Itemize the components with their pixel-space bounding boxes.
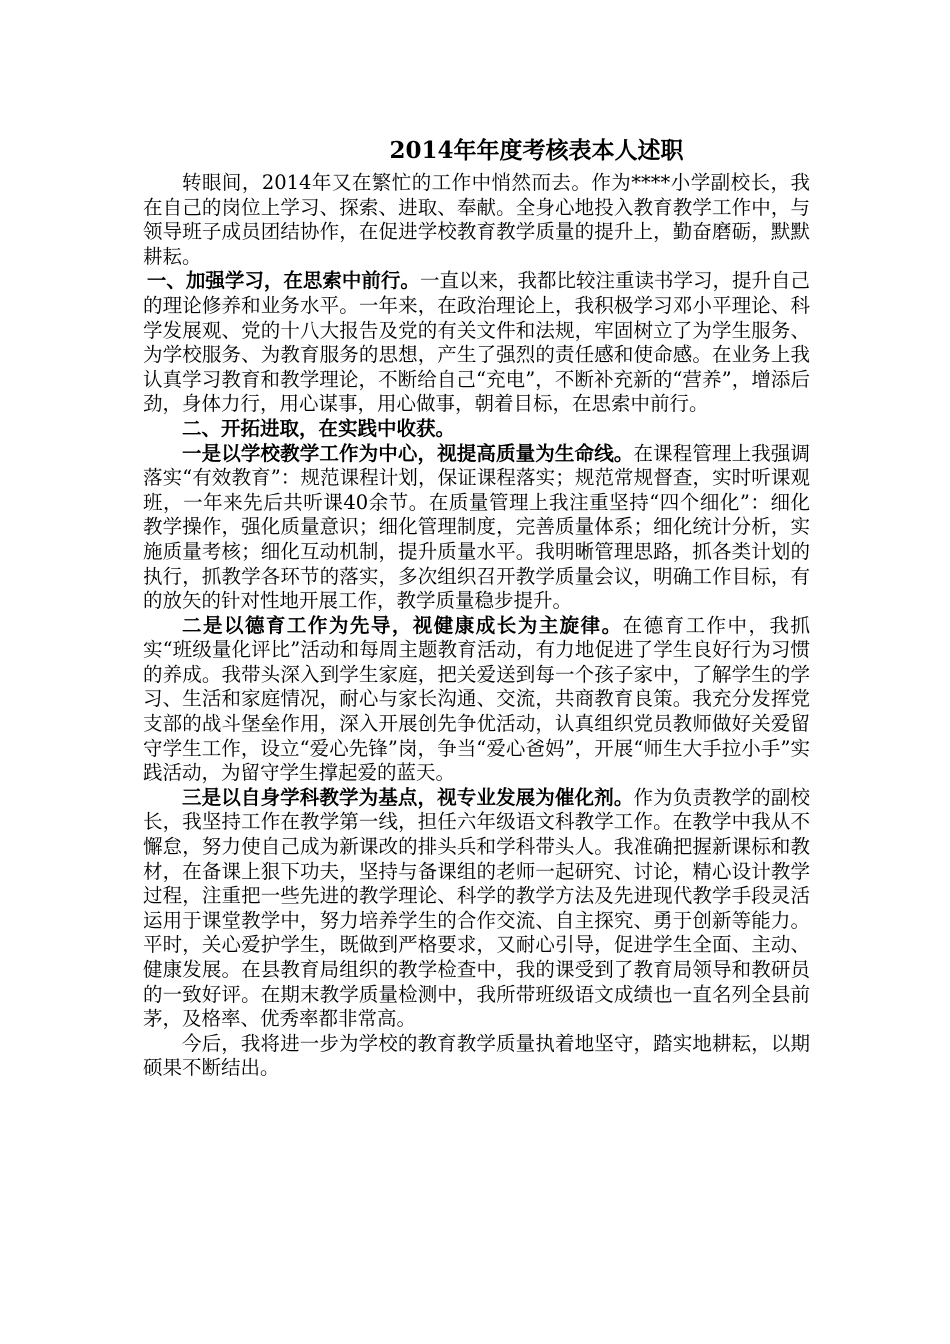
point-1-heading: 一是以学校教学工作为中心，视提高质量为生命线。	[182, 441, 634, 465]
document-body	[143, 171, 810, 1081]
section-1-paragraph	[143, 269, 810, 417]
section-2-heading: 二、开拓进取，在实践中收获。	[182, 416, 456, 440]
section-2-paragraph	[143, 417, 810, 442]
closing-paragraph: 今后，我将进一步为学校的教育教学质量执着地坚守，踏实地耕耘，以期硕果不断结出。	[143, 1031, 810, 1080]
point-2-text: 在德育工作中，我抓实“班级量化评比”活动和每周主题教育活动，有力地促进了学生良好行为习惯的养成。我带头深入到学生家庭，把关爱送到每一个孩子家中，了解学生的学习、生活和家庭情况，耐心与家长沟通、交流，共商教育良策。我充分发挥党支部的战斗堡垒作用，深入开展创先争优活动，认真组织党员教师做好关爱留守学生工作，设立“爱心先锋”岗，争当“爱心爸妈”，开展“师生大手拉小手”实践活动，为留守学生撑起爱的蓝天。	[143, 613, 810, 785]
point-3-heading: 三是以自身学科教学为基点，视专业发展为催化剂。	[182, 785, 634, 809]
point-3-paragraph	[143, 786, 810, 1032]
point-2-paragraph	[143, 614, 810, 786]
point-3-text: 作为负责教学的副校长，我坚持工作在教学第一线，担任六年级语文科教学工作。在教学中我从不懈怠，努力使自己成为新课改的排头兵和学科带头人。我准确把握新课标和教材，在备课上狠下功夫，坚持与备课组的老师一起研究、讨论，精心设计教学过程，注重把一些先进的教学理论、科学的教学方法及先进现代教学手段灵活运用于课堂教学中，努力培养学生的合作交流、自主探究、勇于创新等能力。平时，关心爱护学生，既做到严格要求，又耐心引导，促进学生全面、主动、健康发展。在县教育局组织的教学检查中，我的课受到了教育局领导和教研员的一致好评。在期末教学质量检测中，我所带班级语文成绩也一直名列全县前茅，及格率、优秀率都非常高。	[143, 785, 810, 1031]
document-title: 2014年年度考核表本人述职	[389, 137, 684, 164]
intro-paragraph: 转眼间，2014年又在繁忙的工作中悄然而去。作为****小学副校长，我在自己的岗位上学习、探索、进取、奉献。全身心地投入教育教学工作中，与领导班子成员团结协作，在促进学校教育教学质量的提升上，勤奋磨砺，默默耕耘。	[143, 171, 810, 268]
point-1-paragraph	[143, 442, 810, 614]
section-1-text: 一直以来，我都比较注重读书学习，提升自己的理论修养和业务水平。一年来，在政治理论上，我积极学习邓小平理论、科学发展观、党的十八大报告及党的有关文件和法规，牢固树立了为学生服务、为学校服务、为教育服务的思想，产生了强烈的责任感和使命感。在业务上我认真学习教育和教学理论，不断给自己“充电”，不断补充新的“营养”，增添后劲，身体力行，用心谋事，用心做事，朝着目标，在思索中前行。	[143, 269, 810, 416]
point-1-text: 在课程管理上我强调落实“有效教育”：规范课程计划，保证课程落实；规范常规督查，实时听课观班，一年来先后共听课40余节。在质量管理上我注重坚持“四个细化”：细化教学操作，强化质量意识；细化管理制度，完善质量体系；细化统计分析，实施质量考核；细化互动机制，提升质量水平。我明晰管理思路，抓各类计划的执行，抓教学各环节的落实，多次组织召开教学质量会议，明确工作目标，有的放矢的针对性地开展工作，教学质量稳步提升。	[143, 441, 810, 613]
point-2-heading: 二是以德育工作为先导，视健康成长为主旋律。	[182, 613, 623, 637]
section-1-heading: 一、加强学习，在思索中前行。	[146, 269, 420, 293]
